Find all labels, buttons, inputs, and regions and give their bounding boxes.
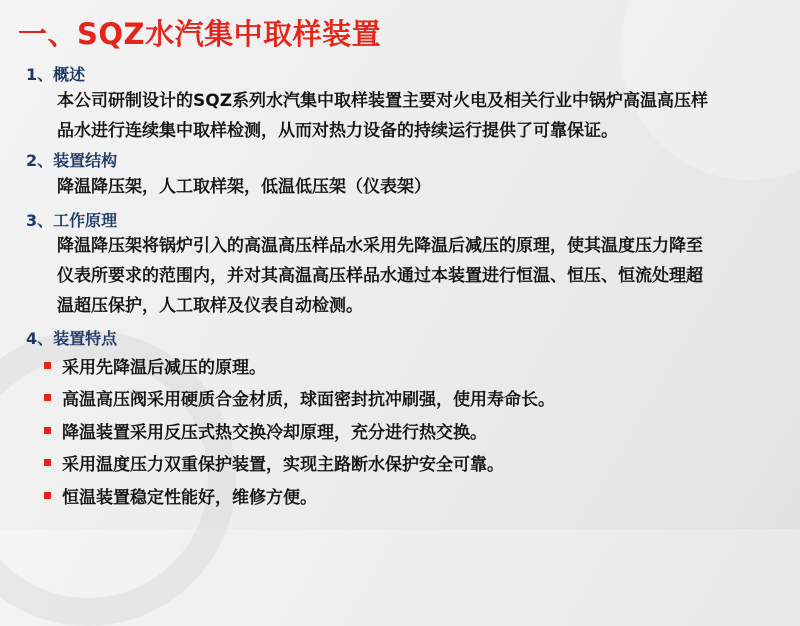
list-item: [44, 414, 555, 447]
paragraph-line: 降温降压架将锅炉引入的高温高压样品水采用先降温后减压的原理，使其温度压力降至: [57, 236, 703, 256]
list-item-text: 采用先降温后减压的原理。: [62, 357, 266, 378]
page-title: 一、SQZ水汽集中取样装置: [18, 17, 382, 51]
bullet-square-icon: [44, 427, 51, 434]
section-heading-principle: 3、工作原理: [26, 211, 118, 230]
section-heading-structure: 2、装置结构: [26, 151, 118, 170]
section-body-overview: [57, 86, 782, 146]
paragraph-line: 本公司研制设计的SQZ系列水汽集中取样装置主要对火电及相关行业中锅炉高温高压样: [57, 91, 709, 111]
bullet-square-icon: [44, 394, 51, 401]
list-item: [44, 479, 555, 512]
bullet-square-icon: [44, 492, 51, 499]
list-item: [44, 382, 555, 415]
section-body-structure: [57, 172, 782, 202]
bullet-square-icon: [44, 459, 51, 466]
list-item-text: 降温装置采用反压式热交换冷却原理，充分进行热交换。: [62, 422, 487, 443]
section-heading-overview: 1、概述: [26, 65, 86, 84]
list-item-text: 恒温装置稳定性能好，维修方便。: [62, 487, 317, 508]
feature-list: [44, 349, 555, 512]
paragraph-line: 降温降压架，人工取样架，低温低压架（仪表架）: [57, 177, 431, 197]
section-body-principle: [57, 231, 782, 321]
bullet-square-icon: [44, 362, 51, 369]
paragraph-line: 品水进行连续集中取样检测，从而对热力设备的持续运行提供了可靠保证。: [57, 121, 618, 141]
section-heading-features: 4、装置特点: [26, 329, 118, 348]
list-item-text: 高温高压阀采用硬质合金材质，球面密封抗冲刷强，使用寿命长。: [62, 390, 555, 411]
list-item-text: 采用温度压力双重保护装置，实现主路断水保护安全可靠。: [62, 455, 504, 476]
list-item: [44, 447, 555, 480]
paragraph-line: 仪表所要求的范围内，并对其高温高压样品水通过本装置进行恒温、恒压、恒流处理超: [57, 266, 703, 286]
list-item: [44, 349, 555, 382]
paragraph-line: 温超压保护，人工取样及仪表自动检测。: [57, 296, 363, 316]
